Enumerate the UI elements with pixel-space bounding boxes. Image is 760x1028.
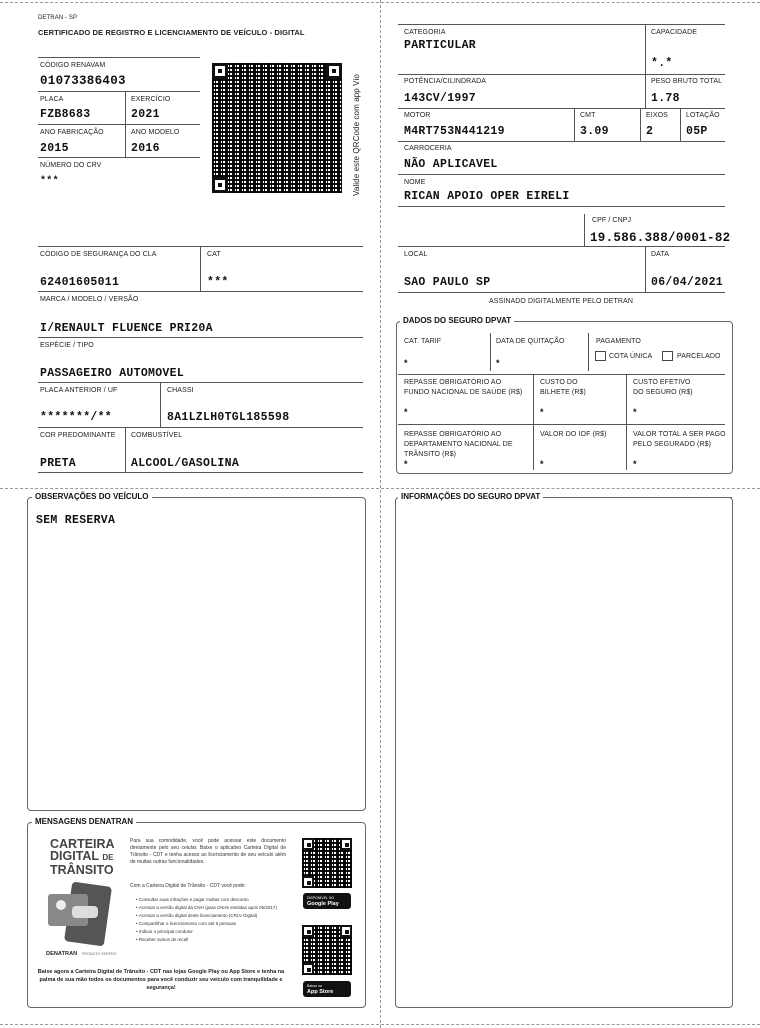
especie-value: PASSAGEIRO AUTOMOVEL (40, 367, 185, 380)
denatran-label-2: DEPARTAMENTO NACIONAL DE (404, 441, 513, 448)
ano-fabricacao-value: 2015 (40, 142, 69, 155)
iof-value: * (540, 459, 544, 469)
combustivel-value: ALCOOL/GASOLINA (131, 457, 240, 470)
capacidade-label: CAPACIDADE (651, 29, 697, 36)
motor-value: M4RT753N441219 (404, 125, 505, 138)
cpf-label: CPF / CNPJ (592, 217, 632, 224)
google-play-button[interactable] (303, 893, 351, 909)
placa-label: PLACA (40, 96, 64, 103)
app-store-small: Baixar na (307, 984, 322, 988)
total-value: * (633, 459, 637, 469)
combustivel-label: COMBUSTÍVEL (131, 432, 183, 439)
fns-value: * (404, 407, 408, 417)
logo-footer-small: PRODUTO SERPRO (82, 952, 117, 956)
cla-value: 62401605011 (40, 276, 120, 289)
marca-label: MARCA / MODELO / VERSÃO (40, 296, 139, 303)
pagamento-label: PAGAMENTO (596, 338, 641, 345)
placa-value: FZB8683 (40, 108, 91, 121)
data-label: DATA (651, 251, 670, 258)
local-label: LOCAL (404, 251, 428, 258)
observacoes-title: OBSERVAÇÕES DO VEÍCULO (32, 492, 152, 501)
data-quitacao-value: * (496, 358, 500, 368)
cdt-intro-2: Com a Carteira Digital de Trânsito - CDT você pode: (130, 883, 246, 889)
car-icon (72, 906, 98, 918)
cor-label: COR PREDOMINANTE (40, 432, 116, 439)
efetivo-label-1: CUSTO EFETIVO (633, 379, 691, 386)
ano-modelo-value: 2016 (131, 142, 160, 155)
renavam-value: 01073386403 (40, 74, 126, 88)
cdt-logo (50, 838, 114, 876)
validation-qr-code (212, 63, 342, 193)
efetivo-value: * (633, 407, 637, 417)
crv-label: NÚMERO DO CRV (40, 162, 102, 169)
cat-tarif-value: * (404, 358, 408, 368)
logo-line-1: CARTEIRA (50, 837, 115, 851)
motor-label: MOTOR (404, 112, 431, 119)
carroceria-value: NÃO APLICAVEL (404, 158, 498, 171)
chassi-value: 8A1LZLH0TGL185598 (167, 411, 290, 424)
iof-label: VALOR DO IOF (R$) (540, 431, 607, 438)
info-dpvat-title: INFORMAÇÕES DO SEGURO DPVAT (398, 492, 543, 501)
local-value: SAO PAULO SP (404, 276, 491, 289)
carroceria-label: CARROCERIA (404, 145, 452, 152)
parcelado-checkbox[interactable] (662, 351, 673, 361)
phone-illustration (46, 880, 116, 938)
ano-fabricacao-label: ANO FABRICAÇÃO (40, 129, 104, 136)
bullet-item: • Consultar suas infrações e pagar multas com desconto (136, 897, 249, 902)
dpvat-title: DADOS DO SEGURO DPVAT (400, 316, 514, 325)
capacidade-value: *.* (651, 57, 673, 70)
cat-label: CAT (207, 251, 221, 258)
categoria-label: CATEGORIA (404, 29, 446, 36)
bilhete-label-2: BILHETE (R$) (540, 389, 586, 396)
fns-label-1: REPASSE OBRIGATÓRIO AO (404, 379, 502, 386)
denatran-value: * (404, 459, 408, 469)
crv-value: *** (40, 176, 59, 187)
google-play-label: Google Play (307, 901, 339, 907)
cpf-value: 19.586.388/0001-82 (590, 231, 731, 245)
info-dpvat-box (395, 497, 733, 1008)
fns-label-2: FUNDO NACIONAL DE SAÚDE (R$) (404, 389, 523, 396)
observacoes-text: SEM RESERVA (36, 514, 116, 527)
chassi-label: CHASSI (167, 387, 194, 394)
eixos-label: EIXOS (646, 112, 668, 119)
data-quitacao-label: DATA DE QUITAÇÃO (496, 338, 565, 345)
app-store-qr-code (302, 925, 352, 975)
logo-line-3: TRÂNSITO (50, 863, 114, 877)
denatran-label-1: REPASSE OBRIGATÓRIO AO (404, 431, 502, 438)
google-play-qr-code (302, 838, 352, 888)
placa-anterior-value: *******/** (40, 411, 113, 424)
cdt-intro: Para sua comodidade, você pode acessar este documento diretamente pelo seu celular. Baixe o aplicativo Carteira Digital de Trânsito - CDT e tenha acesso ao licenciamento de seu veículo além de muitas outras funcionalidades. (130, 838, 286, 865)
assinado-text: ASSINADO DIGITALMENTE PELO DETRAN (489, 298, 633, 305)
lotacao-label: LOTAÇÃO (686, 112, 720, 119)
cdt-bullets (130, 896, 295, 944)
google-play-small: DISPONÍVEL NO (307, 896, 335, 900)
cla-label: CÓDIGO DE SEGURANÇA DO CLA (40, 251, 157, 258)
ano-modelo-label: ANO MODELO (131, 129, 180, 136)
logo-footer: DENATRAN (46, 951, 78, 957)
cota-unica-label: COTA ÚNICA (609, 353, 653, 360)
data-value: 06/04/2021 (651, 276, 724, 289)
denatran-label-3: TRÂNSITO (R$) (404, 451, 457, 458)
user-icon (56, 900, 66, 910)
marca-value: I/RENAULT FLUENCE PRI20A (40, 322, 213, 335)
org-label: DETRAN - SP (38, 15, 78, 21)
mensagens-footer: Baixe agora a Carteira Digital de Trânsito - CDT nas lojas Google Play ou App Store e tenha na palma de sua mão todos os documentos para você conduzir seu veículo com tranquilidade e segurança! (37, 969, 285, 991)
document-title: CERTIFICADO DE REGISTRO E LICENCIAMENTO DE VEÍCULO - DIGITAL (38, 28, 305, 37)
cmt-label: CMT (580, 112, 596, 119)
renavam-label: CÓDIGO RENAVAM (40, 62, 106, 69)
cmt-value: 3.09 (580, 125, 609, 138)
mensagens-title: MENSAGENS DENATRAN (32, 817, 136, 826)
logo-de: DE (102, 853, 114, 862)
peso-value: 1.78 (651, 92, 680, 105)
bullet-item: • Acessar a versão digital deste licenciamento (CRLV Digital) (136, 913, 258, 918)
potencia-value: 143CV/1997 (404, 92, 477, 105)
nome-value: RICAN APOIO OPER EIRELI (404, 190, 570, 203)
logo-line-2: DIGITAL (50, 849, 99, 863)
cat-tarif-label: CAT. TARIF (404, 338, 442, 345)
bilhete-label-1: CUSTO DO (540, 379, 578, 386)
potencia-label: POTÊNCIA/CILINDRADA (404, 78, 487, 85)
bullet-item: • Compartilhar o licenciamento com até 5 pessoas (136, 921, 237, 926)
parcelado-label: PARCELADO (677, 353, 721, 360)
cota-unica-checkbox[interactable] (595, 351, 606, 361)
bullet-item: • Receber avisos de recall (136, 937, 189, 942)
categoria-value: PARTICULAR (404, 39, 477, 52)
lotacao-value: 05P (686, 125, 708, 138)
exercicio-label: EXERCÍCIO (131, 96, 171, 103)
efetivo-label-2: DO SEGURO (R$) (633, 389, 693, 396)
especie-label: ESPÉCIE / TIPO (40, 342, 94, 349)
app-store-label: App Store (307, 989, 334, 995)
app-store-button[interactable] (303, 981, 351, 997)
eixos-value: 2 (646, 125, 654, 138)
cat-value: *** (207, 276, 229, 289)
peso-label: PESO BRUTO TOTAL (651, 78, 723, 85)
cor-value: PRETA (40, 457, 77, 470)
nome-label: NOME (404, 179, 426, 186)
qr-caption: Valide este QRCode com app Vio (352, 74, 361, 196)
bullet-item: • Acessar a versão digital da CNH (para CNHs emitidas após 05/2017) (136, 905, 277, 910)
bilhete-value: * (540, 407, 544, 417)
total-label-2: PELO SEGURADO (R$) (633, 441, 712, 448)
exercicio-value: 2021 (131, 108, 160, 121)
observacoes-box (27, 497, 366, 811)
bullet-item: • Indicar o principal condutor (136, 929, 193, 934)
placa-anterior-label: PLACA ANTERIOR / UF (40, 387, 118, 394)
total-label-1: VALOR TOTAL A SER PAGO (633, 431, 726, 438)
